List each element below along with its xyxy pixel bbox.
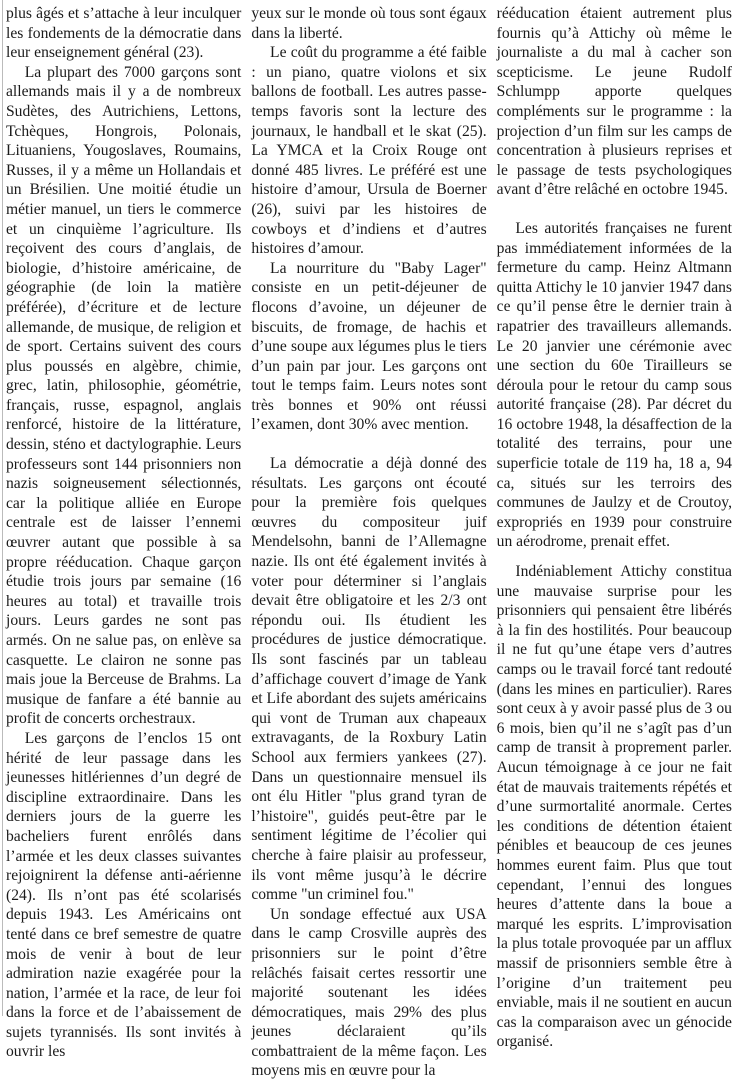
paragraph: La plupart des 7000 garçons sont allemands mais il y a de nombreux Sudètes, des Autrichiens, Lettons, Tchèques, Hongrois, Polonais, Lituaniens, Yougoslaves, Roumains, Russes, il y a même un Hollandais et un Brésilien. Une moitié étudie un métier manuel, un tiers le commerce et un cinquième l’agriculture. Ils reçoivent des cours d’anglais, de biologie, d’histoire américaine, de géographie (de loin la matière préférée), d’écriture et de lecture allemande, de musique, de religion et de sport. Certains suivent des cours plus poussés en algèbre, chimie, grec, latin, philosophie, géométrie, français, russe, espagnol, anglais renforcé, histoire de la littérature, dessin, sténo et dactylographie. Leurs professeurs sont 144 prisonniers non nazis soigneusement sélectionnés, car la politique alliée en Europe centrale est de laisser l’ennemi œuvrer autant que possible à sa propre rééducation. Chaque garçon étudie trois jours par semaine (16 heures au total) et travaille trois jours. Leurs gardes ne sont pas armés. On ne salue pas, on enlève sa casquette. Le clairon ne sonne pas mais joue la Berceuse de Brahms. La musique de fanfare a été bannie au profit de concerts orchestraux. (6, 63, 242, 728)
paragraph: La nourriture du "Baby Lager" consiste en un petit-déjeuner de flocons d’avoine, un déjeuner de biscuits, de fromage, de hachis et d’une soupe aux légumes plus le tiers d’un pain par jour. Les garçons ont tout le temps faim. Leurs notes sont très bonnes et 90% ont réussi l’examen, dont 30% avec mention. (251, 259, 487, 434)
paragraph: Indéniablement Attichy constitua une mauvaise surprise pour les prisonniers qui pensaient être libérés à la fin des hostilités. Pour beaucoup il ne fut qu’une étape vers d’autres camps ou le travail forcé tant redouté (dans les mines en particulier). Rares sont ceux à y avoir passé plus de 3 ou 6 mois, bien qu’il ne s’agît pas d’un camp de transit à proprement parler. Aucun témoignage à ce jour ne fait état de mauvais traitements répétés et d’une surmortalité anormale. Certes les conditions de détention étaient pénibles et beaucoup de ces jeunes hommes eurent faim. Plus que tout cependant, l’ennui des longues heures d’attente dans la boue a marqué les esprits. L’improvisation la plus totale provoquée par un afflux massif de prisonniers semble être à l’origine d’un traitement peu enviable, mais il ne soutient en aucun cas la comparaison avec un génocide organisé. (496, 563, 732, 1051)
paragraph: rééducation étaient autrement plus fournis qu’à Attichy où même le journaliste a du mal à cacher son scepticisme. Le jeune Rudolf Schlumpp apporte quelques compléments sur le programme : la projection d’un film sur les camps de concentration à plusieurs reprises et le passage de tests psychologiques avant d’être relâché en octobre 1945. (496, 5, 732, 199)
paragraph: plus âgés et s’attache à leur inculquer les fondements de la démocratie dans leur enseignement général (23). (6, 5, 242, 62)
paragraph: yeux sur le monde où tous sont égaux dans la liberté. (251, 5, 487, 42)
text-column-3 (496, 4, 732, 1051)
paragraph: Un sondage effectué aux USA dans le camp Crosville auprès des prisonniers sur le point d’être relâchés faisait certes ressortir une majorité soutenant les idées démocratiques, mais 29% des plus jeunes déclaraient qu’ils combattraient de la même façon. Les moyens mis en œuvre pour la (251, 905, 487, 1080)
text-column-1 (6, 4, 242, 1061)
page-edge-rule (2, 0, 3, 1016)
paragraph: Le coût du programme a été faible : un piano, quatre violons et six ballons de football. Les autres passe-temps favoris sont la lecture des journaux, le handball et le skat (25). La YMCA et la Croix Rouge ont donné 485 livres. Le préféré est une histoire d’amour, Ursula de Boerner (26), suivi par les histoires de cowboys et d’indiens et d’autres histoires d’amour. (251, 44, 487, 258)
paragraph: Les garçons de l’enclos 15 ont hérité de leur passage dans les jeunesses hitlériennes d’un degré de discipline extraordinaire. Dans les derniers jours de la guerre les bacheliers furent enrôlés dans l’armée et les deux classes suivantes rejoignirent la défense anti-aérienne (24). Ils n’ont pas été scolarisés depuis 1943. Les Américains ont tenté dans ce bref semestre de quatre mois de venir à bout de leur admiration nazie exagérée pour la nation, l’armée et la race, de leur foi dans la force et de l’abaissement de sujets tyrannisés. Ils sont invités à ouvrir les (6, 729, 242, 1061)
paragraph: Les autorités françaises ne furent pas immédiatement informées de la fermeture du camp. Heinz Altmann quitta Attichy le 10 janvier 1947 dans ce qu’il pense être le dernier train à rapatrier des travailleurs allemands. Le 20 janvier une cérémonie avec une section du 60e Tirailleurs se déroula pour le retour du camp sous autorité française (28). Par décret du 16 octobre 1948, la désaffection de la totalité des terrains, pour une superficie totale de 119 ha, 18 a, 94 ca, situés sur les terroirs des communes de Jaulzy et de Croutoy, expropriés en 1939 pour construire un aérodrome, prenait effet. (496, 219, 732, 551)
paragraph: La démocratie a déjà donné des résultats. Les garçons ont écouté pour la première fois quelques œuvres du compositeur juif Mendelsohn, banni de l’Allemagne nazie. Ils ont été également invités à voter pour déterminer si l’anglais devait être obligatoire et les 2/3 ont répondu oui. Ils étudient les procédures de justice démocratique. Ils sont fascinés par un tableau d’affichage couvert d’image de Yank et Life abordant des sujets américains qui vont de Truman aux chapeaux extravagants, de la Roxbury Latin School aux fermiers yankees (27). Dans un questionnaire mensuel ils ont élu Hitler "plus grand tyran de l’histoire", guidés peut-être par le sentiment légitime de l’écolier qui cherche à faire plaisir au professeur, ils vont même jusqu’à le décrire comme "un criminel fou." (251, 455, 487, 904)
text-column-2 (251, 4, 487, 1080)
